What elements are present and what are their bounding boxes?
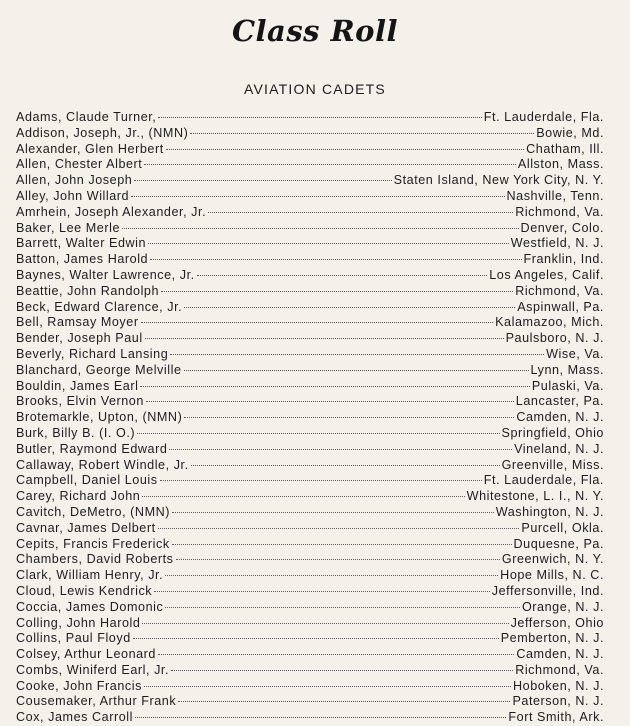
cadet-name: Campbell, Daniel Louis (16, 473, 158, 488)
cadet-name: Brotemarkle, Upton, (NMN) (16, 410, 183, 425)
section-heading: AVIATION CADETS (244, 81, 386, 97)
hometown: Los Angeles, Calif. (489, 267, 604, 282)
roster-entry (16, 252, 604, 268)
hometown: Chatham, Ill. (526, 141, 604, 156)
dot-leader (122, 228, 519, 229)
roster-entry (16, 142, 604, 158)
roster-entry (16, 505, 604, 521)
roster-entry (16, 631, 604, 647)
cadet-name: Butler, Raymond Edward (16, 441, 168, 456)
hometown: Whitestone, L. I., N. Y. (466, 489, 604, 504)
dot-leader (184, 417, 514, 418)
hometown: Pulaski, Va. (531, 378, 604, 393)
roster-entry (16, 442, 604, 458)
hometown: Richmond, Va. (515, 662, 604, 677)
cadet-name: Cooke, John Francis (16, 678, 142, 693)
hometown: Fort Smith, Ark. (508, 710, 604, 725)
cadet-name: Beck, Edward Clarence, Jr. (16, 299, 183, 314)
roster-entry (16, 710, 604, 726)
cadet-name: Batton, James Harold (16, 252, 149, 267)
hometown: Lancaster, Pa. (515, 394, 604, 409)
cadet-name: Blanchard, George Melville (16, 362, 182, 377)
dot-leader (141, 322, 494, 323)
hometown: Orange, N. J. (521, 599, 604, 614)
roster-entry (16, 284, 604, 300)
roster-entry (16, 600, 604, 616)
cadet-name: Colsey, Arthur Leonard (16, 647, 156, 662)
dot-leader (154, 591, 490, 592)
roster-entry (16, 489, 604, 505)
roster-entry (16, 110, 604, 126)
hometown: Camden, N. J. (516, 647, 604, 662)
dot-leader (146, 401, 514, 402)
cadet-name: Clark, William Henry, Jr. (16, 568, 164, 583)
cadet-name: Baker, Lee Merle (16, 220, 121, 235)
dot-leader (160, 480, 482, 481)
hometown: Wise, Va. (546, 346, 604, 361)
hometown: Duquesne, Pa. (513, 536, 604, 551)
roster-entry (16, 236, 604, 252)
roster-entry (16, 568, 604, 584)
dot-leader (142, 623, 508, 624)
dot-leader (208, 212, 513, 213)
roster-entry (16, 410, 604, 426)
hometown: Franklin, Ind. (523, 252, 604, 267)
hometown: Hope Mills, N. C. (500, 568, 604, 583)
roster-entry (16, 584, 604, 600)
cadet-name: Cavnar, James Delbert (16, 520, 156, 535)
hometown: Springfield, Ohio (501, 425, 604, 440)
hometown: Richmond, Va. (515, 283, 604, 298)
roster-entry (16, 537, 604, 553)
cadet-name: Alexander, Glen Herbert (16, 141, 164, 156)
dot-leader (197, 275, 488, 276)
cadet-name: Brooks, Elvin Vernon (16, 394, 144, 409)
cadet-name: Cavitch, DeMetro, (NMN) (16, 504, 170, 519)
hometown: Hoboken, N. J. (513, 678, 604, 693)
roster-entry (16, 647, 604, 663)
roster-entry (16, 552, 604, 568)
cadet-name: Chambers, David Roberts (16, 552, 174, 567)
dot-leader (171, 670, 513, 671)
roster-entry (16, 315, 604, 331)
hometown: Pemberton, N. J. (500, 631, 604, 646)
hometown: Ft. Lauderdale, Fla. (483, 110, 604, 124)
hometown: Paterson, N. J. (512, 694, 604, 709)
dot-leader (176, 559, 500, 560)
roster-entry (16, 189, 604, 205)
cadet-name: Beverly, Richard Lansing (16, 346, 169, 361)
hometown: Purcell, Okla. (521, 520, 604, 535)
roster-entry (16, 363, 604, 379)
roster-entry (16, 347, 604, 363)
roster-entry (16, 300, 604, 316)
hometown: Camden, N. J. (516, 410, 604, 425)
hometown: Aspinwall, Pa. (517, 299, 604, 314)
cadet-name: Barrett, Walter Edwin (16, 236, 147, 251)
roster-entry (16, 268, 604, 284)
dot-leader (131, 196, 504, 197)
roster-entry (16, 473, 604, 489)
dot-leader (144, 164, 516, 165)
cadet-name: Burk, Billy B. (I. O.) (16, 425, 136, 440)
dot-leader (150, 259, 521, 260)
hometown: Vineland, N. J. (514, 441, 604, 456)
cadet-name: Callaway, Robert Windle, Jr. (16, 457, 189, 472)
hometown: Washington, N. J. (495, 504, 604, 519)
cadet-name: Bouldin, James Earl (16, 378, 139, 393)
hometown: Allston, Mass. (517, 157, 604, 172)
dot-leader (161, 291, 513, 292)
cadet-name: Colling, John Harold (16, 615, 141, 630)
roster-entry (16, 616, 604, 632)
cadet-name: Bell, Ramsay Moyer (16, 315, 139, 330)
hometown: Greenville, Miss. (501, 457, 604, 472)
hometown: Bowie, Md. (536, 125, 604, 140)
dot-leader (184, 307, 515, 308)
dot-leader (178, 701, 510, 702)
cadet-name: Addison, Joseph, Jr., (NMN) (16, 125, 189, 140)
dot-leader (158, 654, 514, 655)
hometown: Paulsboro, N. J. (505, 331, 604, 346)
dot-leader (142, 496, 464, 497)
roster-entry (16, 694, 604, 710)
hometown: Kalamazoo, Mich. (495, 315, 604, 330)
hometown: Jefferson, Ohio (510, 615, 604, 630)
hometown: Lynn, Mass. (530, 362, 604, 377)
dot-leader (158, 117, 481, 118)
dot-leader (184, 370, 529, 371)
dot-leader (169, 449, 512, 450)
cadet-name: Allen, Chester Albert (16, 157, 143, 172)
hometown: Westfield, N. J. (510, 236, 604, 251)
hometown: Denver, Colo. (520, 220, 604, 235)
cadet-name: Cox, James Carroll (16, 710, 133, 725)
cadet-name: Cepits, Francis Frederick (16, 536, 170, 551)
roster-entry (16, 173, 604, 189)
dot-leader (158, 528, 520, 529)
hometown: Nashville, Tenn. (506, 188, 604, 203)
dot-leader (134, 180, 391, 181)
dot-leader (148, 243, 509, 244)
cadet-name: Coccia, James Domonic (16, 599, 164, 614)
cadet-name: Beattie, John Randolph (16, 283, 160, 298)
dot-leader (145, 338, 504, 339)
roster-entry (16, 458, 604, 474)
roster-entry (16, 394, 604, 410)
cadet-name: Alley, John Willard (16, 188, 130, 203)
dot-leader (137, 433, 499, 434)
dot-leader (172, 512, 494, 513)
cadet-name: Cloud, Lewis Kendrick (16, 583, 153, 598)
roster-entry (16, 663, 604, 679)
dot-leader (135, 717, 506, 718)
dot-leader (172, 544, 512, 545)
dot-leader (140, 386, 529, 387)
cadet-name: Baynes, Walter Lawrence, Jr. (16, 267, 195, 282)
hometown: Richmond, Va. (515, 204, 604, 219)
roster-entry (16, 126, 604, 142)
cadet-name: Cousemaker, Arthur Frank (16, 694, 177, 709)
cadet-name: Collins, Paul Floyd (16, 631, 131, 646)
cadet-name: Carey, Richard John (16, 489, 141, 504)
roster-entry (16, 205, 604, 221)
roster-entry (16, 331, 604, 347)
roster-entry (16, 679, 604, 695)
cadet-name: Combs, Winiferd Earl, Jr. (16, 662, 170, 677)
hometown: Ft. Lauderdale, Fla. (483, 473, 604, 488)
cadet-name: Adams, Claude Turner, (16, 110, 157, 124)
dot-leader (165, 607, 520, 608)
cadet-roster (16, 110, 604, 726)
cadet-name: Allen, John Joseph (16, 173, 133, 188)
cadet-name: Bender, Joseph Paul (16, 331, 143, 346)
roster-entry (16, 426, 604, 442)
roster-entry (16, 157, 604, 173)
roster-entry (16, 221, 604, 237)
dot-leader (191, 465, 500, 466)
cadet-name: Amrhein, Joseph Alexander, Jr. (16, 204, 207, 219)
hometown: Jeffersonville, Ind. (491, 583, 604, 598)
dot-leader (190, 133, 534, 134)
hometown: Staten Island, New York City, N. Y. (393, 173, 604, 188)
page-title: Class Roll (231, 14, 399, 48)
roster-entry (16, 379, 604, 395)
dot-leader (144, 686, 511, 687)
dot-leader (165, 575, 498, 576)
dot-leader (166, 149, 524, 150)
roster-entry (16, 521, 604, 537)
dot-leader (133, 638, 499, 639)
dot-leader (170, 354, 544, 355)
hometown: Greenwich, N. Y. (501, 552, 604, 567)
